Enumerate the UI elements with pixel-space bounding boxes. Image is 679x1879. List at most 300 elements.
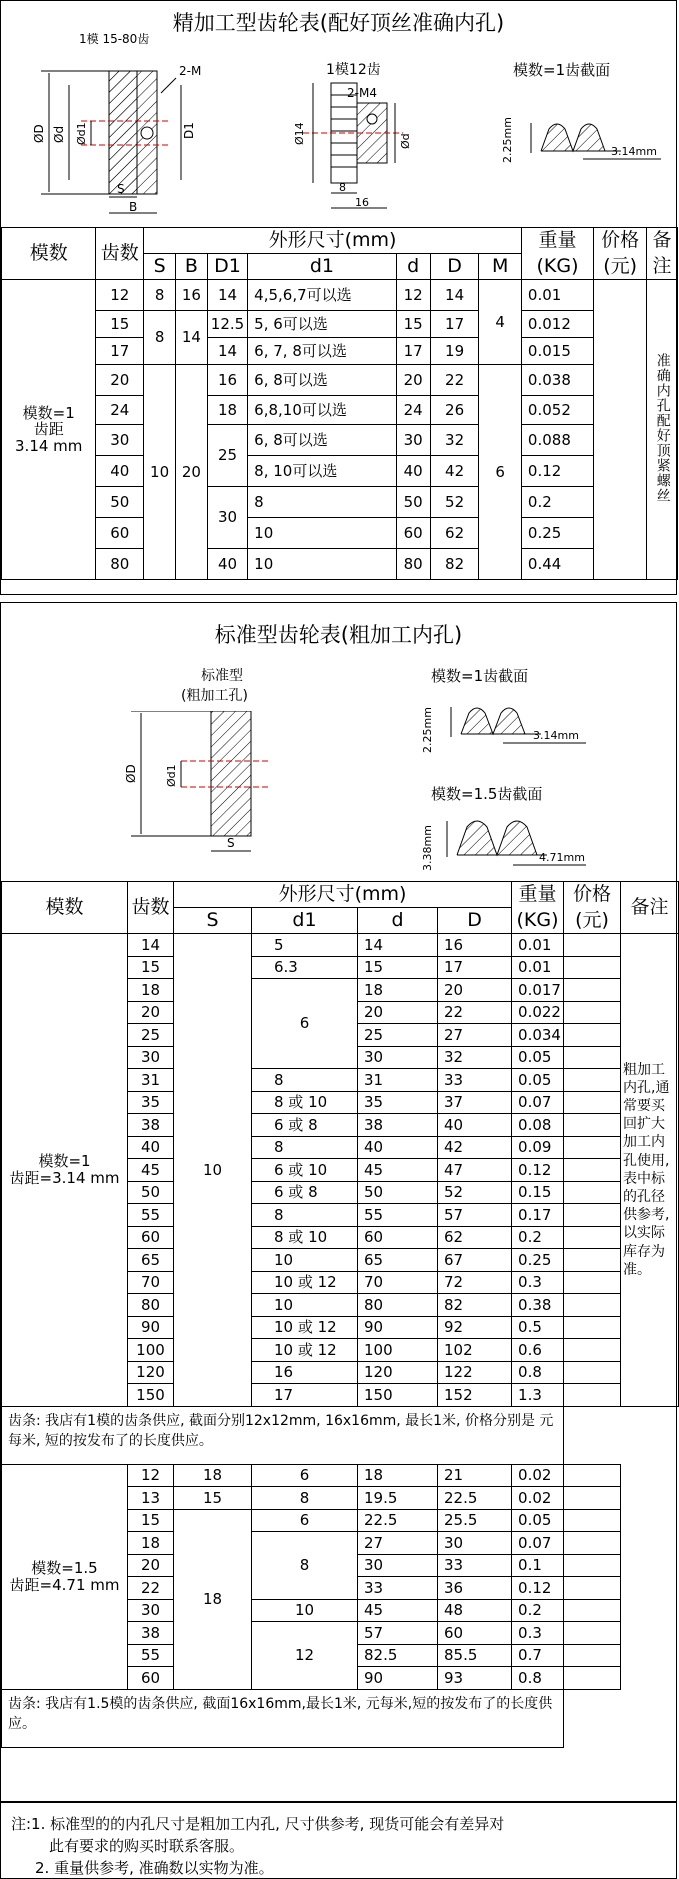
D-cell: 152: [438, 1384, 512, 1407]
std-fig3-caption: 模数=1.5齿截面: [431, 785, 543, 803]
std-col-price: 价格: [564, 882, 621, 908]
S-cell: 10: [174, 934, 252, 1407]
weight-cell: 0.01: [512, 956, 564, 979]
price-cell: [564, 1001, 621, 1024]
weight-cell: 0.38: [512, 1294, 564, 1317]
d-cell: 90: [358, 1316, 438, 1339]
d1-cell: 5, 6可以选: [248, 311, 397, 338]
note-2: 2. 重量供参考, 准确数以实物为准。: [35, 1859, 274, 1877]
weight-cell: 0.088: [521, 425, 593, 456]
col-remark-a: 备: [647, 228, 678, 254]
note-1a: 注:1. 标准型的的内孔尺寸是粗加工内孔, 尺寸供参考, 现货可能会有差异对: [11, 1815, 505, 1833]
module1-rows: [2, 934, 679, 1407]
d1-cell: 12: [252, 1622, 358, 1690]
price-cell: [564, 1226, 621, 1249]
price-cell: [564, 1249, 621, 1272]
std-col-remark: 备注: [621, 882, 679, 934]
d-cell: 22.5: [358, 1509, 438, 1532]
teeth-cell: 18: [128, 979, 174, 1002]
teeth-cell: 50: [128, 1181, 174, 1204]
d-cell: 18: [358, 1464, 438, 1487]
d-cell: 57: [358, 1622, 438, 1645]
fig1-S-label: S: [117, 182, 125, 196]
fig2-d14-label: Ø14: [293, 122, 306, 145]
fig1-d1-label: Ød1: [75, 122, 88, 145]
col-S: S: [144, 254, 176, 280]
d-cell: 27: [358, 1532, 438, 1555]
d1-cell: 6 或 10: [252, 1159, 358, 1182]
price-cell: [564, 1339, 621, 1362]
teeth-cell: 120: [128, 1361, 174, 1384]
price-cell: [564, 1294, 621, 1317]
teeth-cell: 35: [128, 1091, 174, 1114]
weight-cell: 0.44: [521, 549, 593, 580]
d-cell: 80: [396, 549, 430, 580]
d1-cell: 6, 8可以选: [248, 365, 397, 396]
table-row: 17: [96, 338, 144, 365]
weight-cell: 0.012: [521, 311, 593, 338]
col-dims: 外形尺寸(mm): [144, 228, 522, 254]
weight-cell: 0.07: [512, 1091, 564, 1114]
D-cell: 62: [438, 1226, 512, 1249]
teeth-cell: 18: [128, 1532, 174, 1555]
d-cell: 35: [358, 1091, 438, 1114]
teeth-cell: 25: [128, 1024, 174, 1047]
std-col-S: S: [174, 908, 252, 934]
d-cell: 50: [358, 1181, 438, 1204]
teeth-cell: 60: [128, 1667, 174, 1690]
std-module1-label: 模数=1 齿距=3.14 mm: [2, 934, 128, 1407]
price-cell: [564, 1136, 621, 1159]
price-cell: [564, 1644, 621, 1667]
d1-cell: 10: [252, 1599, 358, 1622]
d-cell: 50: [396, 487, 430, 518]
m15-rack-note: 齿条: 我店有1.5模的齿条供应, 截面16x16mm,最长1米, 元每米,短的按发布了的长度供应。: [2, 1689, 564, 1747]
D-cell: 33: [438, 1069, 512, 1092]
d-cell: 31: [358, 1069, 438, 1092]
col-price-unit: (元): [594, 254, 647, 280]
D1-cell: 25: [207, 425, 247, 487]
teeth-cell: 22: [128, 1577, 174, 1600]
teeth-cell: 30: [128, 1046, 174, 1069]
fig2-d-label: Ød: [399, 133, 412, 149]
weight-cell: 0.2: [521, 487, 593, 518]
teeth-cell: 70: [128, 1271, 174, 1294]
price-cell: [564, 1577, 621, 1600]
d-cell: 25: [358, 1024, 438, 1047]
d1-cell: 16: [252, 1361, 358, 1384]
teeth-cell: 20: [128, 1554, 174, 1577]
d-cell: 45: [358, 1159, 438, 1182]
d-cell: 12: [396, 280, 430, 311]
d1-cell: 6 或 8: [252, 1181, 358, 1204]
price-cell: [564, 1487, 621, 1510]
std-module15-label: 模数=1.5 齿距=4.71 mm: [2, 1464, 128, 1689]
teeth-cell: 38: [128, 1114, 174, 1137]
fig1-D1-label: D1: [182, 122, 196, 139]
B-cell: 16: [176, 280, 208, 311]
d1-cell: 6, 7, 8可以选: [248, 338, 397, 365]
table-row: 50: [96, 487, 144, 518]
col-d: d: [396, 254, 430, 280]
m1-rack-note: 齿条: 我店有1模的齿条供应, 截面分别12x12mm, 16x16mm, 最长1米, 价格分别是 元每米, 短的按发布了的长度供应。: [2, 1406, 564, 1464]
D-cell: 21: [438, 1464, 512, 1487]
D-cell: 47: [438, 1159, 512, 1182]
teeth-cell: 45: [128, 1159, 174, 1182]
S-cell: 18: [174, 1464, 252, 1487]
d1-cell: 4,5,6,7可以选: [248, 280, 397, 311]
std-col-teeth: 齿数: [128, 882, 174, 934]
d1-cell: 8: [252, 1532, 358, 1600]
d-cell: 30: [358, 1046, 438, 1069]
weight-cell: 0.6: [512, 1339, 564, 1362]
gear-side-view-figure: [21, 33, 221, 218]
S-cell: 15: [174, 1487, 252, 1510]
S-cell: 10: [144, 365, 176, 580]
d-cell: 20: [396, 365, 430, 396]
fig2-caption: 1模12齿: [326, 62, 381, 78]
D-cell: 36: [438, 1577, 512, 1600]
col-weight: 重量: [521, 228, 593, 254]
D-cell: 93: [438, 1667, 512, 1690]
weight-cell: 0.02: [512, 1487, 564, 1510]
d-cell: 150: [358, 1384, 438, 1407]
fig1-B-label: B: [129, 200, 138, 214]
d1-cell: 8: [252, 1487, 358, 1510]
tooth-section-figure: [501, 101, 661, 181]
D1-cell: 18: [207, 396, 247, 425]
std-fig2-p-label: 3.14mm: [533, 729, 579, 742]
standard-gear-section: [0, 602, 677, 1802]
price-cell: [564, 1384, 621, 1407]
price-cell: [564, 1622, 621, 1645]
price-cell: [564, 1509, 621, 1532]
teeth-cell: 30: [128, 1599, 174, 1622]
teeth-cell: 55: [128, 1644, 174, 1667]
weight-cell: 0.7: [512, 1644, 564, 1667]
weight-cell: 0.3: [512, 1622, 564, 1645]
D-cell: 22.5: [438, 1487, 512, 1510]
teeth-cell: 65: [128, 1249, 174, 1272]
d1-cell: 6,8,10可以选: [248, 396, 397, 425]
D-cell: 122: [438, 1361, 512, 1384]
d1-cell: 8: [252, 1136, 358, 1159]
weight-cell: 0.1: [512, 1554, 564, 1577]
weight-cell: 0.12: [521, 456, 593, 487]
std-fig1-caption1: 标准型: [201, 668, 243, 684]
col-M: M: [479, 254, 521, 280]
d-cell: 15: [358, 956, 438, 979]
price-cell: [564, 1024, 621, 1047]
d1-cell: 5: [252, 934, 358, 957]
d1-cell: 6, 8可以选: [248, 425, 397, 456]
d-cell: 40: [358, 1136, 438, 1159]
D-cell: 22: [430, 365, 479, 396]
D1-cell: 16: [207, 365, 247, 396]
module15-rows: [2, 1464, 679, 1689]
weight-cell: 0.07: [512, 1532, 564, 1555]
std-col-dims: 外形尺寸(mm): [174, 882, 512, 908]
teeth-cell: 90: [128, 1316, 174, 1339]
D-cell: 52: [430, 487, 479, 518]
d1-cell: 17: [252, 1384, 358, 1407]
table-row: 15: [96, 311, 144, 338]
d1-cell: 10: [248, 518, 397, 549]
D1-cell: 30: [207, 487, 247, 549]
D-cell: 42: [438, 1136, 512, 1159]
D-cell: 32: [438, 1046, 512, 1069]
d1-cell: 8: [248, 487, 397, 518]
teeth-cell: 150: [128, 1384, 174, 1407]
d-cell: 20: [358, 1001, 438, 1024]
col-teeth: 齿数: [96, 228, 144, 280]
D1-cell: 40: [207, 549, 247, 580]
weight-cell: 0.12: [512, 1159, 564, 1182]
weight-cell: 0.15: [512, 1181, 564, 1204]
weight-cell: 0.052: [521, 396, 593, 425]
d-cell: 82.5: [358, 1644, 438, 1667]
D-cell: 16: [438, 934, 512, 957]
d-cell: 38: [358, 1114, 438, 1137]
fig3-caption: 模数=1齿截面: [513, 61, 611, 79]
price-cell: [564, 1361, 621, 1384]
D-cell: 32: [430, 425, 479, 456]
col-module: 模数: [2, 228, 96, 280]
weight-cell: 0.25: [521, 518, 593, 549]
B-cell: 20: [176, 365, 208, 580]
d1-cell: 10: [252, 1294, 358, 1317]
std-tooth-section-m1: [421, 689, 591, 759]
weight-cell: 0.25: [512, 1249, 564, 1272]
weight-cell: 0.05: [512, 1509, 564, 1532]
price-cell: [564, 979, 621, 1002]
D-cell: 62: [430, 518, 479, 549]
table-row: 20: [96, 365, 144, 396]
weight-cell: 0.3: [512, 1271, 564, 1294]
D-cell: 37: [438, 1091, 512, 1114]
D-cell: 52: [438, 1181, 512, 1204]
M-cell: 4: [479, 280, 521, 365]
weight-cell: 0.02: [512, 1464, 564, 1487]
standard-table: [1, 881, 679, 1748]
d1-cell: 10: [248, 549, 397, 580]
weight-cell: 0.015: [521, 338, 593, 365]
d-cell: 30: [396, 425, 430, 456]
S-cell: 18: [174, 1509, 252, 1689]
std-col-d: d: [358, 908, 438, 934]
D1-cell: 14: [207, 280, 247, 311]
d1-cell: 8: [252, 1204, 358, 1227]
D-cell: 30: [438, 1532, 512, 1555]
D-cell: 22: [438, 1001, 512, 1024]
precision-remark: 准确内孔配好顶紧螺丝: [647, 280, 678, 580]
price-cell: [564, 1532, 621, 1555]
weight-cell: 0.022: [512, 1001, 564, 1024]
std-remark: 粗加工内孔,通常要买回扩大加工内孔使用,表中标的孔径供参考,以实际库存为准。: [621, 934, 679, 1407]
teeth-cell: 13: [128, 1487, 174, 1510]
std-fig1-D-label: ØD: [124, 764, 138, 783]
D-cell: 40: [438, 1114, 512, 1137]
note-1b: 此有要求的购买时联系客服。: [49, 1837, 245, 1855]
precision-title: 精加工型齿轮表(配好顶丝准确内孔): [172, 11, 505, 35]
col-price: 价格: [594, 228, 647, 254]
price-cell: [564, 1667, 621, 1690]
d1-cell: 10: [252, 1249, 358, 1272]
D-cell: 82: [430, 549, 479, 580]
D-cell: 102: [438, 1339, 512, 1362]
d-cell: 14: [358, 934, 438, 957]
weight-cell: 0.01: [521, 280, 593, 311]
teeth-cell: 100: [128, 1339, 174, 1362]
M-cell: 6: [479, 365, 521, 580]
price-cell: [564, 1464, 621, 1487]
weight-cell: 0.5: [512, 1316, 564, 1339]
weight-cell: 0.12: [512, 1577, 564, 1600]
std-fig1-S-label: S: [227, 836, 235, 850]
D-cell: 33: [438, 1554, 512, 1577]
d-cell: 18: [358, 979, 438, 1002]
D1-cell: 12.5: [207, 311, 247, 338]
teeth-cell: 15: [128, 956, 174, 979]
price-cell: [564, 934, 621, 957]
teeth-cell: 31: [128, 1069, 174, 1092]
precision-table: [1, 227, 678, 580]
fig2-m-label: 2-M4: [347, 86, 377, 100]
teeth-cell: 20: [128, 1001, 174, 1024]
weight-cell: 0.17: [512, 1204, 564, 1227]
std-fig2-h-label: 2.25mm: [421, 707, 434, 753]
table-row: 80: [96, 549, 144, 580]
weight-cell: 0.05: [512, 1046, 564, 1069]
d-cell: 24: [396, 396, 430, 425]
price-cell: [564, 1091, 621, 1114]
std-col-d1: d1: [252, 908, 358, 934]
fig3-h-label: 2.25mm: [501, 117, 514, 163]
price-cell: [564, 1069, 621, 1092]
d-cell: 15: [396, 311, 430, 338]
std-fig1-caption2: (粗加工孔): [181, 688, 248, 704]
d-cell: 65: [358, 1249, 438, 1272]
fig1-d-label: Ød: [52, 125, 66, 143]
weight-cell: 0.01: [512, 934, 564, 957]
precision-module-label: 模数=1 齿距 3.14 mm: [2, 280, 96, 580]
D-cell: 48: [438, 1599, 512, 1622]
d-cell: 17: [396, 338, 430, 365]
std-fig3-p-label: 4.71mm: [539, 851, 585, 864]
d-cell: 90: [358, 1667, 438, 1690]
D-cell: 19: [430, 338, 479, 365]
price-cell: [564, 1316, 621, 1339]
price-cell: [564, 1271, 621, 1294]
teeth-cell: 80: [128, 1294, 174, 1317]
teeth-cell: 15: [128, 1509, 174, 1532]
d1-cell: 6: [252, 1509, 358, 1532]
D-cell: 92: [438, 1316, 512, 1339]
d1-cell: 10 或 12: [252, 1271, 358, 1294]
D-cell: 20: [438, 979, 512, 1002]
notes-section: [0, 1802, 677, 1879]
fig1-D-label: ØD: [32, 124, 46, 143]
d1-cell: 6.3: [252, 956, 358, 979]
price-cell: [594, 280, 647, 580]
d1-cell: 8 或 10: [252, 1091, 358, 1114]
precision-gear-section: [0, 0, 677, 595]
weight-cell: 0.2: [512, 1226, 564, 1249]
table-row: 24: [96, 396, 144, 425]
D-cell: 17: [430, 311, 479, 338]
D-cell: 25.5: [438, 1509, 512, 1532]
teeth-cell: 55: [128, 1204, 174, 1227]
table-row: [2, 934, 679, 957]
table-row: 40: [96, 456, 144, 487]
table-row: 30: [96, 425, 144, 456]
d-cell: 33: [358, 1577, 438, 1600]
price-cell: [564, 1204, 621, 1227]
d-cell: 60: [396, 518, 430, 549]
col-weight-unit: (KG): [521, 254, 593, 280]
teeth-cell: 12: [128, 1464, 174, 1487]
col-remark-b: 注: [647, 254, 678, 280]
weight-cell: 1.3: [512, 1384, 564, 1407]
weight-cell: 0.8: [512, 1361, 564, 1384]
D-cell: 17: [438, 956, 512, 979]
weight-cell: 0.2: [512, 1599, 564, 1622]
weight-cell: 0.017: [512, 979, 564, 1002]
price-cell: [564, 1114, 621, 1137]
weight-cell: 0.09: [512, 1136, 564, 1159]
teeth-cell: 38: [128, 1622, 174, 1645]
D-cell: 85.5: [438, 1644, 512, 1667]
d1-cell: 8: [252, 1069, 358, 1092]
price-cell: [564, 1046, 621, 1069]
teeth-cell: 14: [128, 934, 174, 957]
teeth-cell: 60: [128, 1226, 174, 1249]
d-cell: 100: [358, 1339, 438, 1362]
col-D: D: [430, 254, 479, 280]
D-cell: 72: [438, 1271, 512, 1294]
price-cell: [564, 1159, 621, 1182]
d-cell: 70: [358, 1271, 438, 1294]
std-tooth-section-m15: [421, 807, 591, 877]
d-cell: 80: [358, 1294, 438, 1317]
weight-cell: 0.038: [521, 365, 593, 396]
d1-cell: 6 或 8: [252, 1114, 358, 1137]
std-col-price-unit: (元): [564, 908, 621, 934]
table-row: [2, 1464, 679, 1487]
price-cell: [564, 956, 621, 979]
table-row: 60: [96, 518, 144, 549]
D-cell: 60: [438, 1622, 512, 1645]
d1-cell: 6: [252, 979, 358, 1069]
S-cell: 8: [144, 280, 176, 311]
d-cell: 60: [358, 1226, 438, 1249]
std-col-weight: 重量: [512, 882, 564, 908]
d-cell: 19.5: [358, 1487, 438, 1510]
d1-cell: 10 或 12: [252, 1339, 358, 1362]
fig1-caption: 1模 15-80齿: [79, 33, 150, 46]
weight-cell: 0.034: [512, 1024, 564, 1047]
price-cell: [564, 1181, 621, 1204]
std-gear-figure: [111, 711, 291, 861]
fig1-m-label: 2-M: [179, 64, 202, 78]
std-fig2-caption: 模数=1齿截面: [431, 667, 529, 685]
fig2-w16-label: 16: [355, 196, 369, 209]
col-d1: d1: [248, 254, 397, 280]
d1-cell: 6: [252, 1464, 358, 1487]
standard-title: 标准型齿轮表(粗加工内孔): [214, 623, 463, 647]
D-cell: 27: [438, 1024, 512, 1047]
fig2-w8-label: 8: [339, 181, 346, 194]
